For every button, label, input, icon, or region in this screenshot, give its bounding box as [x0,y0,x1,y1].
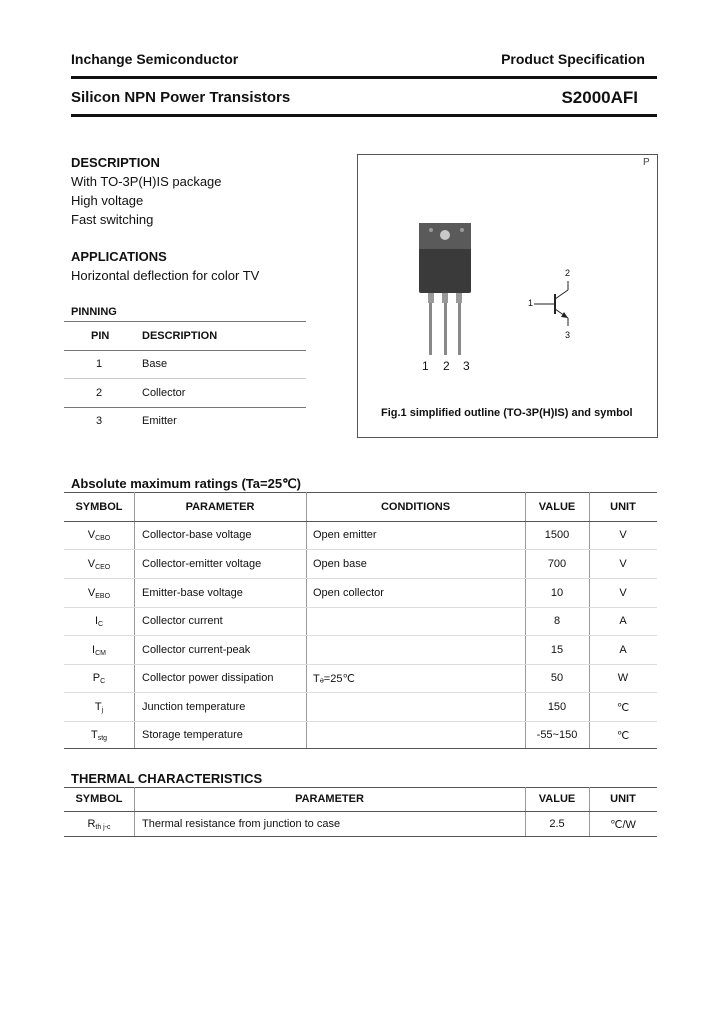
rating-condition: Open base [313,558,367,570]
thermal-header-unit: UNIT [610,793,636,805]
rating-symbol: $V_{CBO}$ [87,529,111,542]
pinning-rule [64,350,306,351]
ratings-row-rule [64,721,657,722]
pinning-pin: 2 [96,387,103,399]
rating-parameter: Collector current-peak [142,644,251,656]
rating-value: 1500 [544,529,570,541]
rating-parameter: Emitter-base voltage [142,587,243,599]
rating-symbol: $T_j$ [94,701,104,714]
rating-value: 8 [553,615,561,627]
figure-box [357,154,658,438]
rating-symbol: $V_{EBO}$ [87,587,111,600]
ratings-row-rule [64,549,657,550]
package-pin-label: 2 [443,359,450,373]
ratings-row-rule [64,692,657,693]
rating-symbol: $I_{CM}$ [92,644,106,657]
ratings-rule [64,492,657,493]
pinning-description: Collector [142,387,186,399]
thermal-rule [64,787,657,788]
lead-2 [444,303,447,355]
thermal-rule [64,836,657,837]
pinning-title: PINNING [71,306,117,318]
ratings-rule [64,748,657,749]
rating-parameter: Collector-emitter voltage [142,558,262,570]
package-marking [429,228,433,232]
thermal-parameter: Thermal resistance from junction to case [142,818,341,830]
pinning-header-pin: PIN [91,330,110,342]
rating-value: 150 [547,701,567,713]
ratings-col-divider [134,492,135,748]
rating-unit: V [619,529,627,541]
rating-condition: Open collector [313,587,384,599]
rating-value: 50 [550,672,564,684]
ratings-header-symbol: SYMBOL [75,501,123,513]
pinning-rule [64,378,306,379]
rating-unit: A [619,615,627,627]
description-title: DESCRIPTION [71,155,160,170]
pinning-description: Emitter [142,415,177,427]
thermal-value: 2.5 [549,818,565,830]
thermal-rule [64,811,657,812]
symbol-pin-label: 2 [565,268,571,278]
rating-value: 700 [547,558,567,570]
ratings-header-parameter: PARAMETER [185,501,255,513]
rating-unit: W [617,672,629,684]
lead-shoulder [442,293,448,303]
ratings-header-conditions: CONDITIONS [380,501,451,513]
mounting-hole [440,230,450,240]
rating-value: 10 [550,587,564,599]
ratings-row-rule [64,607,657,608]
symbol-pin-label: 1 [528,298,534,308]
thermal-title: THERMAL CHARACTERISTICS [71,771,263,786]
pinning-header-description: DESCRIPTION [142,330,218,342]
rating-parameter: Collector current [142,615,223,627]
header-rule-bottom [71,114,657,117]
applications-item: Horizontal deflection for color TV [71,268,260,283]
rating-unit: ℃ [616,702,630,714]
package-outline-and-symbol [358,155,657,437]
description-item: High voltage [71,193,144,208]
ratings-title: Absolute maximum ratings (Ta=25℃) [71,476,301,491]
thermal-header-value: VALUE [538,793,576,805]
description-item: With TO-3P(H)IS package [71,174,222,189]
document-type: Product Specification [501,51,645,67]
lead-shoulder [428,293,434,303]
part-number: S2000AFI [561,88,638,107]
rating-unit: V [619,558,627,570]
rating-condition: Tₔ=25℃ [313,673,355,685]
pinning-description: Base [142,358,168,370]
rating-parameter: Collector-base voltage [142,529,252,541]
rating-condition: Open emitter [313,529,377,541]
header-rule-top [71,76,657,79]
ratings-row-rule [64,578,657,579]
rating-symbol: $I_C$ [94,615,104,628]
pinning-pin: 1 [96,358,103,370]
package-pin-label: 1 [422,359,429,373]
rating-unit: A [619,644,627,656]
ratings-header-value: VALUE [538,501,576,513]
rating-value: 15 [550,644,564,656]
ratings-col-divider [306,492,307,748]
ratings-row-rule [64,635,657,636]
symbol-collector-wire [555,290,568,299]
applications-title: APPLICATIONS [71,249,167,264]
rating-parameter: Junction temperature [142,701,246,713]
package-marking [460,228,464,232]
rating-unit: ℃ [616,730,630,742]
description-item: Fast switching [71,212,154,227]
package-pin-label: 3 [463,359,470,373]
thermal-unit: ℃/W [610,819,636,831]
ratings-row-rule [64,664,657,665]
lead-1 [429,303,432,355]
ratings-rule [64,521,657,522]
lead-shoulder [456,293,462,303]
ratings-header-unit: UNIT [610,501,636,513]
company-name: Inchange Semiconductor [71,51,239,67]
figure-corner-mark: P [643,157,650,168]
rating-symbol: $T_{stg}$ [90,729,108,742]
pinning-pin: 3 [96,415,103,427]
symbol-emitter-arrow [561,312,568,318]
thermal-header-symbol: SYMBOL [75,793,123,805]
figure-caption: Fig.1 simplified outline (TO-3P(H)IS) and symbol [381,407,633,419]
thermal-symbol: $R_{th j-c}$ [87,818,111,831]
rating-symbol: $V_{CEO}$ [87,558,111,571]
rating-value: -55~150 [536,729,578,741]
rating-unit: V [619,587,627,599]
product-line: Silicon NPN Power Transistors [71,89,291,106]
rating-parameter: Collector power dissipation [142,672,274,684]
lead-3 [458,303,461,355]
rating-symbol: $P_C$ [92,672,106,685]
symbol-pin-label: 3 [565,330,571,340]
thermal-header-parameter: PARAMETER [295,793,364,805]
rating-parameter: Storage temperature [142,729,243,741]
pinning-rule [64,321,306,322]
pinning-rule [64,407,306,408]
